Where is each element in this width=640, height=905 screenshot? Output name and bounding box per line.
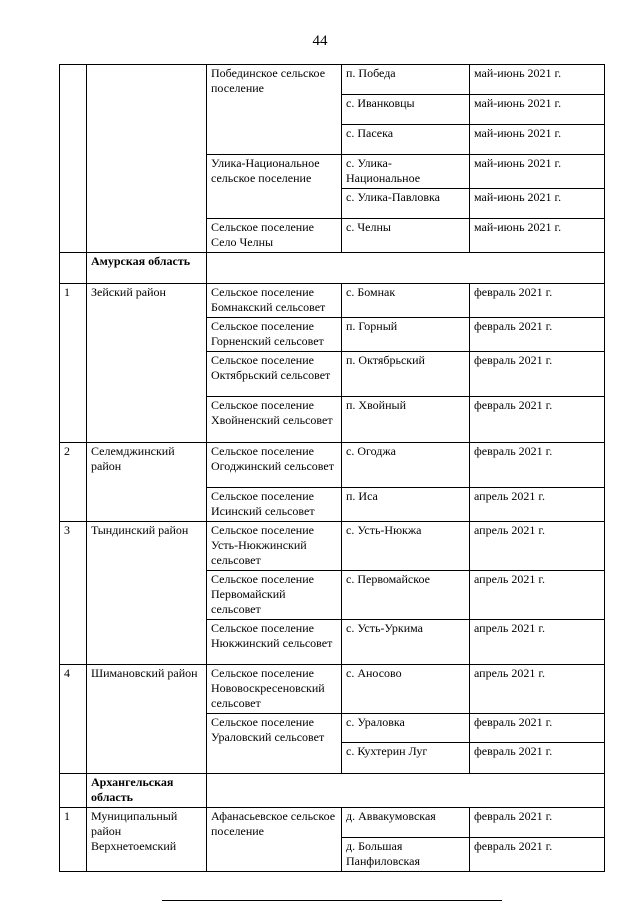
empty-cell: [207, 253, 605, 284]
settlement-cell: Улика-Национальное сельское поселение: [207, 155, 342, 219]
locality-cell: с. Иванковцы: [342, 95, 470, 125]
locality-cell: п. Победа: [342, 65, 470, 95]
number-cell: 1: [60, 808, 87, 872]
table-row: [60, 522, 605, 571]
period-cell: февраль 2021 г.: [470, 318, 605, 352]
period-cell: февраль 2021 г.: [470, 838, 605, 872]
number-cell: [60, 774, 87, 808]
locality-cell: с. Улика-Павловка: [342, 189, 470, 219]
empty-cell: [207, 774, 605, 808]
settlement-cell: Сельское поселение Исинский сельсовет: [207, 488, 342, 522]
district-cell: [87, 65, 207, 253]
settlement-cell: Сельское поселение Нововоскресеновский сельсовет: [207, 665, 342, 714]
period-cell: апрель 2021 г.: [470, 620, 605, 665]
period-cell: февраль 2021 г.: [470, 284, 605, 318]
region-title: Амурская область: [87, 253, 207, 284]
district-cell: Тындинский район: [87, 522, 207, 665]
period-cell: апрель 2021 г.: [470, 665, 605, 714]
locality-cell: с. Ураловка: [342, 714, 470, 743]
settlement-cell: Сельское поселение Хвойненский сельсовет: [207, 397, 342, 443]
settlement-cell: Сельское поселение Бомнакский сельсовет: [207, 284, 342, 318]
settlements-table: [59, 64, 605, 872]
period-cell: май-июнь 2021 г.: [470, 155, 605, 189]
period-cell: апрель 2021 г.: [470, 488, 605, 522]
table-row: [60, 665, 605, 714]
locality-cell: с. Бомнак: [342, 284, 470, 318]
locality-cell: с. Пасека: [342, 125, 470, 155]
page-number: 44: [312, 33, 328, 49]
number-cell: 3: [60, 522, 87, 665]
settlement-cell: Сельское поселение Огоджинский сельсовет: [207, 443, 342, 488]
locality-cell: с. Улика-Национальное: [342, 155, 470, 189]
settlement-cell: Сельское поселение Усть-Нюкжинский сельсовет: [207, 522, 342, 571]
settlement-cell: Сельское поселение Нюкжинский сельсовет: [207, 620, 342, 665]
period-cell: май-июнь 2021 г.: [470, 65, 605, 95]
number-cell: 1: [60, 284, 87, 443]
settlement-cell: Сельское поселение Октябрьский сельсовет: [207, 352, 342, 397]
period-cell: май-июнь 2021 г.: [470, 219, 605, 253]
settlement-cell: Сельское поселение Горненский сельсовет: [207, 318, 342, 352]
number-cell: [60, 65, 87, 253]
period-cell: февраль 2021 г.: [470, 743, 605, 774]
region-title: Архангельская область: [87, 774, 207, 808]
region-header-row: [60, 774, 605, 808]
number-cell: [60, 253, 87, 284]
bottom-rule: [162, 900, 502, 901]
period-cell: май-июнь 2021 г.: [470, 125, 605, 155]
period-cell: февраль 2021 г.: [470, 808, 605, 838]
settlement-cell: Афанасьевское сельское поселение: [207, 808, 342, 872]
number-cell: 4: [60, 665, 87, 774]
table-row: [60, 443, 605, 488]
settlement-cell: Сельское поселение Ураловский сельсовет: [207, 714, 342, 774]
period-cell: апрель 2021 г.: [470, 571, 605, 620]
locality-cell: с. Усть-Нюкжа: [342, 522, 470, 571]
locality-cell: п. Иса: [342, 488, 470, 522]
locality-cell: п. Октябрьский: [342, 352, 470, 397]
settlement-cell: Сельское поселение Село Челны: [207, 219, 342, 253]
table-row: [60, 284, 605, 318]
locality-cell: п. Хвойный: [342, 397, 470, 443]
number-cell: 2: [60, 443, 87, 522]
locality-cell: с. Первомайское: [342, 571, 470, 620]
period-cell: май-июнь 2021 г.: [470, 189, 605, 219]
locality-cell: с. Усть-Уркима: [342, 620, 470, 665]
district-cell: Муниципальный район Верхнетоемский: [87, 808, 207, 872]
locality-cell: с. Челны: [342, 219, 470, 253]
period-cell: апрель 2021 г.: [470, 522, 605, 571]
locality-cell: с. Кухтерин Луг: [342, 743, 470, 774]
district-cell: Селемджинский район: [87, 443, 207, 522]
locality-cell: д. Большая Панфиловская: [342, 838, 470, 872]
period-cell: февраль 2021 г.: [470, 443, 605, 488]
district-cell: Зейский район: [87, 284, 207, 443]
table-row: [60, 808, 605, 838]
period-cell: февраль 2021 г.: [470, 397, 605, 443]
locality-cell: д. Аввакумовская: [342, 808, 470, 838]
locality-cell: с. Огоджа: [342, 443, 470, 488]
period-cell: февраль 2021 г.: [470, 714, 605, 743]
period-cell: май-июнь 2021 г.: [470, 95, 605, 125]
settlement-cell: Побединское сельское поселение: [207, 65, 342, 155]
locality-cell: п. Горный: [342, 318, 470, 352]
locality-cell: с. Аносово: [342, 665, 470, 714]
settlement-cell: Сельское поселение Первомайский сельсовет: [207, 571, 342, 620]
district-cell: Шимановский район: [87, 665, 207, 774]
table-row: [60, 65, 605, 95]
period-cell: февраль 2021 г.: [470, 352, 605, 397]
region-header-row: [60, 253, 605, 284]
